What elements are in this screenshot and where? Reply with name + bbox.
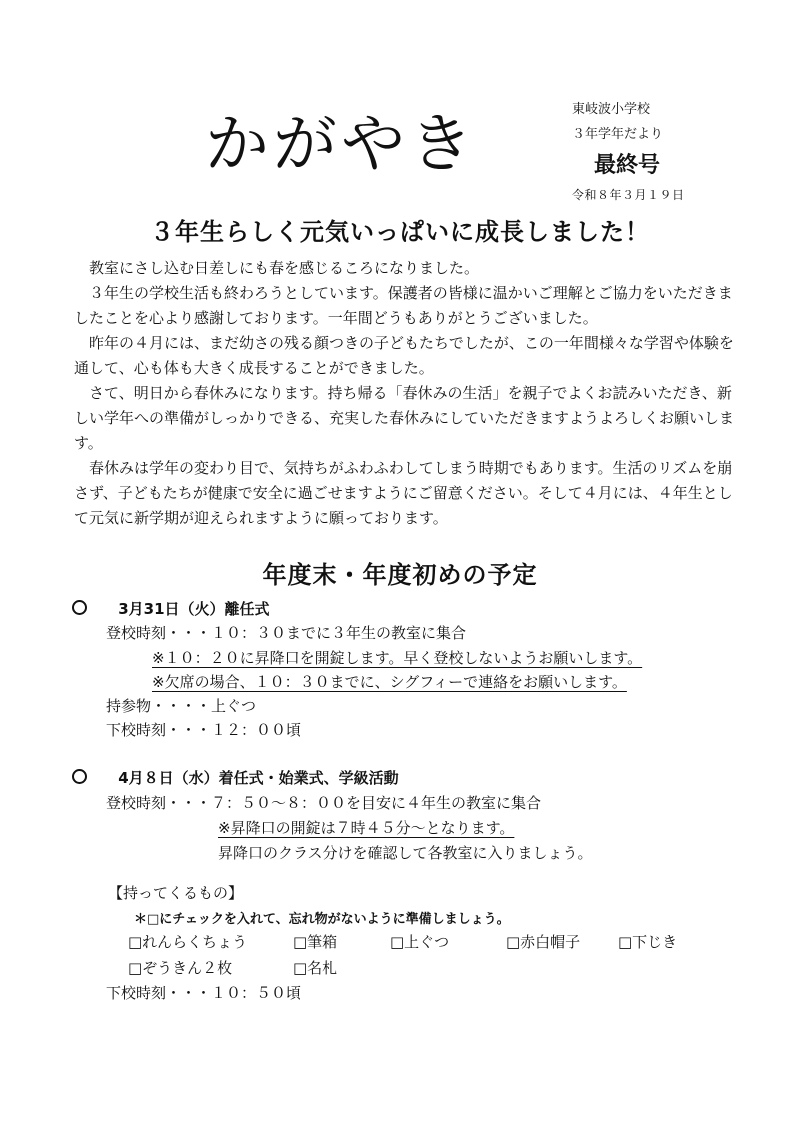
paragraph-1: 教室にさし込む日差しにも春を感じるころになりました。	[89, 259, 480, 277]
event1-heading: 3月31日（火）離任式	[118, 600, 270, 618]
paragraph-4: さて、明日から春休みになります。持ち帰る「春休みの生活」を親子でよくお読みいただき、新しい学年への準備がしっかりできる、充実した春休みにしていただきますようよろしくお願いします。	[74, 384, 735, 452]
event1-note-1: ※１０：２０に昇降口を開錠します。早く登校しないようお願いします。	[152, 649, 643, 667]
checklist-item[interactable]: □上ぐつ	[390, 933, 450, 951]
paragraph-2: ３年生の学校生活も終わろうとしています。保護者の皆様に温かいご理解とご協力をいただきましたことを心より感謝しております。一年間どうもありがとうございました。	[74, 284, 733, 327]
checklist-instruction: ＊□にチェックを入れて、忘れ物がないように準備しましょう。	[134, 912, 510, 927]
circle-bullet-icon	[72, 769, 87, 784]
headline: ３年生らしく元気いっぱいに成長しました！	[150, 218, 650, 246]
schedule-title: 年度末・年度初めの予定	[262, 561, 538, 589]
message-body	[74, 256, 734, 531]
event2-heading-row	[72, 767, 399, 789]
bring-heading: 【持ってくるもの】	[108, 884, 244, 902]
event2-heading: 4月８日（水）着任式・始業式、学級活動	[118, 769, 399, 787]
newsletter-title: かがやき	[205, 108, 477, 182]
event2-arrival: 登校時刻・・・７：５０～８：００を目安に４年生の教室に集合	[106, 794, 542, 812]
checklist-item[interactable]: □ぞうきん２枚	[128, 959, 233, 977]
event1-items: 持参物・・・・上ぐつ	[106, 697, 257, 715]
checklist-item[interactable]: □れんらくちょう	[128, 933, 248, 951]
checklist-item[interactable]: □名札	[293, 959, 338, 977]
checklist-item[interactable]: □赤白帽子	[506, 933, 581, 951]
paragraph-3: 昨年の４月には、まだ幼さの残る顔つきの子どもたちでしたが、この一年間様々な学習や体験を通して、心も体も大きく成長することができました。	[74, 334, 734, 377]
event2-note-2: 昇降口のクラス分けを確認して各教室に入りましょう。	[218, 844, 593, 862]
circle-bullet-icon	[72, 600, 87, 615]
event1-arrival: 登校時刻・・・１０：３０までに３年生の教室に集合	[106, 624, 467, 642]
event2-note-1: ※昇降口の開錠は７時４５分～となります。	[218, 819, 515, 837]
event1-dismissal: 下校時刻・・・１２：００頃	[106, 721, 302, 739]
final-issue-label: 最終号	[594, 152, 661, 178]
paragraph-5: 春休みは学年の変わり目で、気持ちがふわふわしてしまう時期でもあります。生活のリズムを崩さず、子どもたちが健康で安全に過ごせますようにご留意ください。そして４月には、４年生として元気に新学期が迎えられますように願っております。	[74, 459, 733, 527]
checklist-item[interactable]: □下じき	[618, 933, 678, 951]
issue-date: 令和８年３月１９日	[572, 188, 685, 202]
issue-label: ３年学年だより	[572, 127, 664, 142]
event1-note-2: ※欠席の場合、１０：３０までに、シグフィーで連絡をお願いします。	[152, 673, 627, 691]
school-name: 東岐波小学校	[572, 102, 651, 117]
event1-heading-row	[72, 598, 270, 620]
checklist-item[interactable]: □筆箱	[293, 933, 338, 951]
event2-dismissal: 下校時刻・・・１０：５０頃	[106, 984, 302, 1002]
